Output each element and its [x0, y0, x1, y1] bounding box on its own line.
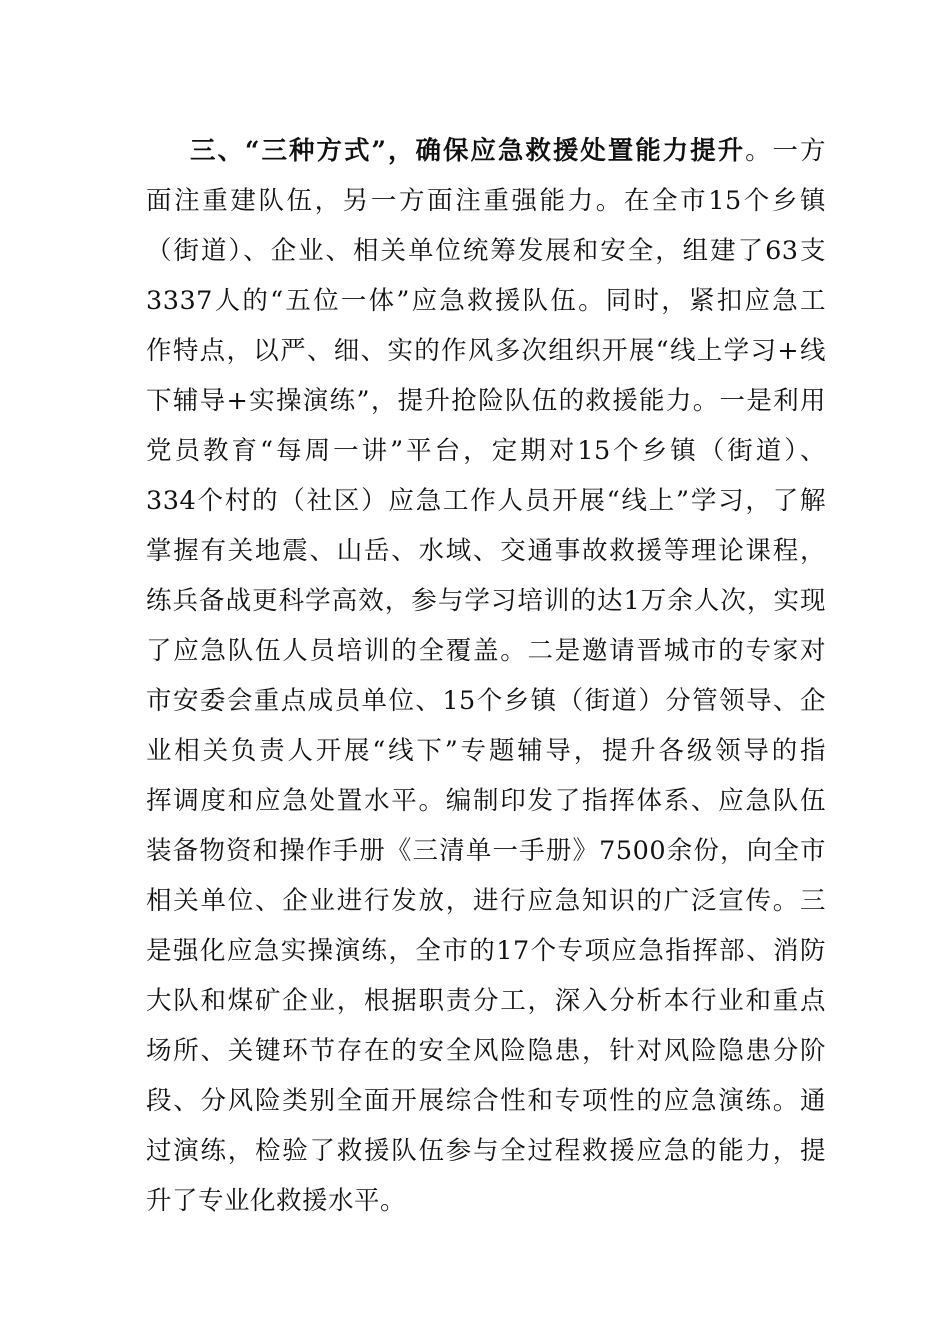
heading-continuation: 。一方 — [745, 136, 826, 166]
paragraph-line: 是强化应急实操演练，全市的17个专项应急指挥部、消防 — [146, 936, 826, 966]
paragraph-last-line: 升了专业化救援水平。 — [146, 1186, 407, 1216]
paragraph-line: 市安委会重点成员单位、15个乡镇（街道）分管领导、企 — [146, 686, 826, 716]
paragraph-line: 下辅导+实操演练”，提升抢险队伍的救援能力。一是利用 — [146, 386, 826, 416]
section-heading: 三、“三种方式”，确保应急救援处置能力提升 — [190, 136, 746, 166]
paragraph-line: （街道）、企业、相关单位统筹发展和安全，组建了63支 — [146, 236, 826, 266]
paragraph-line: 了应急队伍人员培训的全覆盖。二是邀请晋城市的专家对 — [146, 636, 826, 666]
paragraph-line: 掌握有关地震、山岳、水域、交通事故救援等理论课程， — [146, 536, 826, 566]
paragraph-line: 相关单位、企业进行发放，进行应急知识的广泛宣传。三 — [146, 886, 826, 916]
paragraph-line: 过演练，检验了救援队伍参与全过程救援应急的能力，提 — [146, 1136, 826, 1166]
body-paragraph — [146, 126, 826, 1226]
paragraph-line: 挥调度和应急处置水平。编制印发了指挥体系、应急队伍 — [146, 786, 826, 816]
paragraph-line: 段、分风险类别全面开展综合性和专项性的应急演练。通 — [146, 1086, 826, 1116]
paragraph-line: 3337人的“五位一体”应急救援队伍。同时，紧扣应急工 — [146, 286, 826, 316]
paragraph-line: 党员教育“每周一讲”平台，定期对15个乡镇（街道）、 — [146, 436, 826, 466]
paragraph-line: 练兵备战更科学高效，参与学习培训的达1万余人次，实现 — [146, 586, 826, 616]
paragraph-line: 大队和煤矿企业，根据职责分工，深入分析本行业和重点 — [146, 986, 826, 1016]
paragraph-line: 面注重建队伍，另一方面注重强能力。在全市15个乡镇 — [146, 186, 826, 216]
paragraph-line: 装备物资和操作手册《三清单一手册》7500余份，向全市 — [146, 836, 826, 866]
paragraph-line: 334个村的（社区）应急工作人员开展“线上”学习，了解 — [146, 486, 826, 516]
paragraph-line: 场所、关键环节存在的安全风险隐患，针对风险隐患分阶 — [146, 1036, 826, 1066]
paragraph-first-line — [146, 126, 826, 176]
paragraph-line: 业相关负责人开展“线下”专题辅导，提升各级领导的指 — [146, 736, 826, 766]
paragraph-line: 作特点，以严、细、实的作风多次组织开展“线上学习+线 — [146, 336, 826, 366]
